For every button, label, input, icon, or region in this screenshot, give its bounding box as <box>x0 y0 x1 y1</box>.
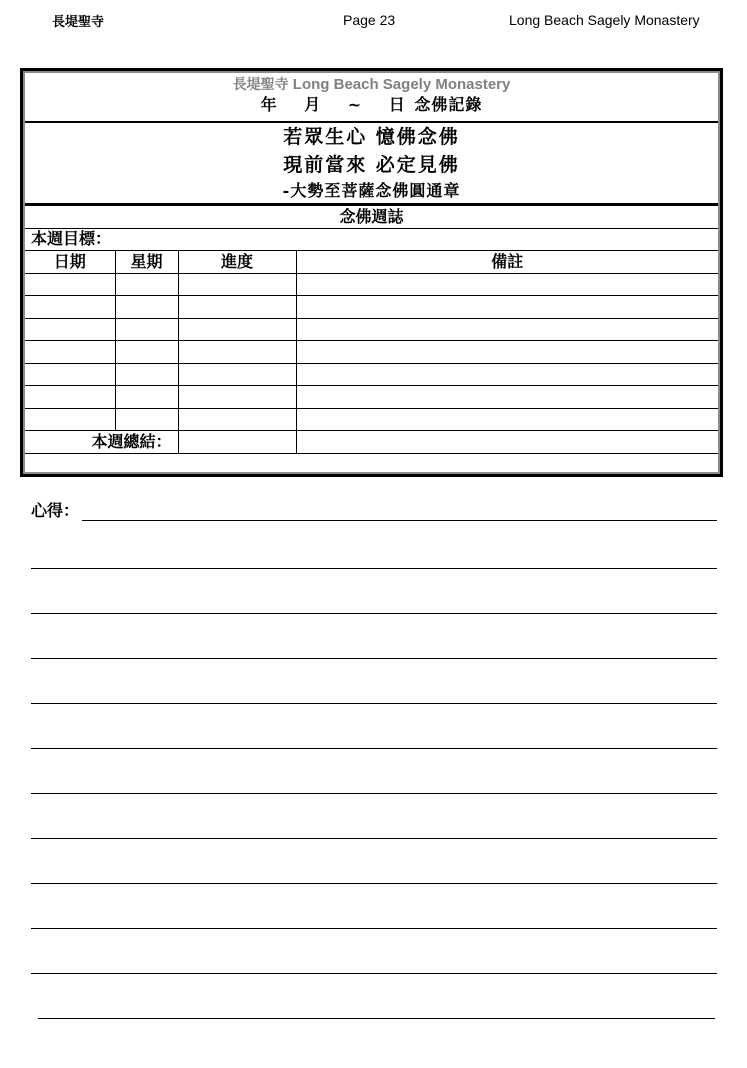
weekly-log-table <box>25 206 718 454</box>
page-header <box>0 11 747 31</box>
date-cell[interactable] <box>25 408 115 431</box>
summary-progress-cell[interactable] <box>178 431 296 454</box>
remarks-cell[interactable] <box>296 296 718 319</box>
table-row <box>25 386 718 409</box>
table-header-row <box>25 251 718 274</box>
page-number: Page 23 <box>343 12 396 28</box>
weekday-cell[interactable] <box>115 386 178 409</box>
progress-cell[interactable] <box>178 408 296 431</box>
reflection-writing-line[interactable] <box>31 928 717 929</box>
remarks-cell[interactable] <box>296 273 718 296</box>
column-header-progress: 進度 <box>178 251 296 274</box>
date-cell[interactable] <box>25 273 115 296</box>
column-header-date: 日期 <box>25 251 115 274</box>
weekly-title-row <box>25 206 718 228</box>
month-label: 月 <box>304 95 323 114</box>
weekly-goal-row <box>25 228 718 251</box>
verse-block <box>25 123 718 206</box>
reflection-writing-line[interactable] <box>31 793 717 794</box>
weekly-summary-label: 本週總結： <box>25 431 178 454</box>
reflection-writing-line[interactable] <box>82 520 717 521</box>
year-label: 年 <box>260 95 279 114</box>
reflection-label: 心得： <box>31 501 80 520</box>
date-cell[interactable] <box>25 296 115 319</box>
progress-cell[interactable] <box>178 273 296 296</box>
verse-source: -大勢至菩薩念佛圓通章 <box>282 181 461 200</box>
weekly-summary-row <box>25 431 718 454</box>
progress-cell[interactable] <box>178 318 296 341</box>
reflection-writing-line[interactable] <box>31 613 717 614</box>
record-title: 念佛記錄 <box>414 95 483 114</box>
weekday-cell[interactable] <box>115 318 178 341</box>
verse-line-2: 現前當來 必定見佛 <box>283 154 460 176</box>
remarks-cell[interactable] <box>296 386 718 409</box>
progress-cell[interactable] <box>178 341 296 364</box>
range-separator: ~ <box>347 95 364 114</box>
date-cell[interactable] <box>25 386 115 409</box>
weekday-cell[interactable] <box>115 296 178 319</box>
weekly-goal-label: 本週目標： <box>25 228 718 251</box>
weekday-cell[interactable] <box>115 408 178 431</box>
remarks-cell[interactable] <box>296 318 718 341</box>
column-header-remarks: 備註 <box>296 251 718 274</box>
weekday-cell[interactable] <box>115 363 178 386</box>
table-row <box>25 408 718 431</box>
progress-cell[interactable] <box>178 296 296 319</box>
record-form <box>20 68 723 477</box>
reflection-writing-line[interactable] <box>31 883 717 884</box>
progress-cell[interactable] <box>178 386 296 409</box>
weekly-title: 念佛週誌 <box>25 206 718 228</box>
reflection-writing-line[interactable] <box>31 973 717 974</box>
reflection-writing-line[interactable] <box>31 748 717 749</box>
column-header-weekday: 星期 <box>115 251 178 274</box>
table-row <box>25 296 718 319</box>
header-org-en: Long Beach Sagely Monastery <box>509 12 700 28</box>
header-org-zh: 長堤聖寺 <box>52 15 105 30</box>
day-label: 日 <box>388 95 407 114</box>
date-cell[interactable] <box>25 363 115 386</box>
reflection-writing-line[interactable] <box>31 658 717 659</box>
remarks-cell[interactable] <box>296 363 718 386</box>
summary-remarks-cell[interactable] <box>296 431 718 454</box>
date-range-row <box>25 94 718 116</box>
form-org-name: 長堤聖寺 Long Beach Sagely Monastery <box>232 76 511 93</box>
progress-cell[interactable] <box>178 363 296 386</box>
date-cell[interactable] <box>25 341 115 364</box>
table-row <box>25 273 718 296</box>
verse-line-1: 若眾生心 憶佛念佛 <box>283 126 460 148</box>
table-row <box>25 363 718 386</box>
reflection-writing-line[interactable] <box>38 1018 715 1019</box>
table-row <box>25 341 718 364</box>
table-row <box>25 318 718 341</box>
reflection-writing-line[interactable] <box>31 838 717 839</box>
date-cell[interactable] <box>25 318 115 341</box>
title-block <box>25 73 718 123</box>
weekday-cell[interactable] <box>115 273 178 296</box>
reflection-writing-line[interactable] <box>31 568 717 569</box>
remarks-cell[interactable] <box>296 408 718 431</box>
weekday-cell[interactable] <box>115 341 178 364</box>
reflection-writing-line[interactable] <box>31 703 717 704</box>
remarks-cell[interactable] <box>296 341 718 364</box>
